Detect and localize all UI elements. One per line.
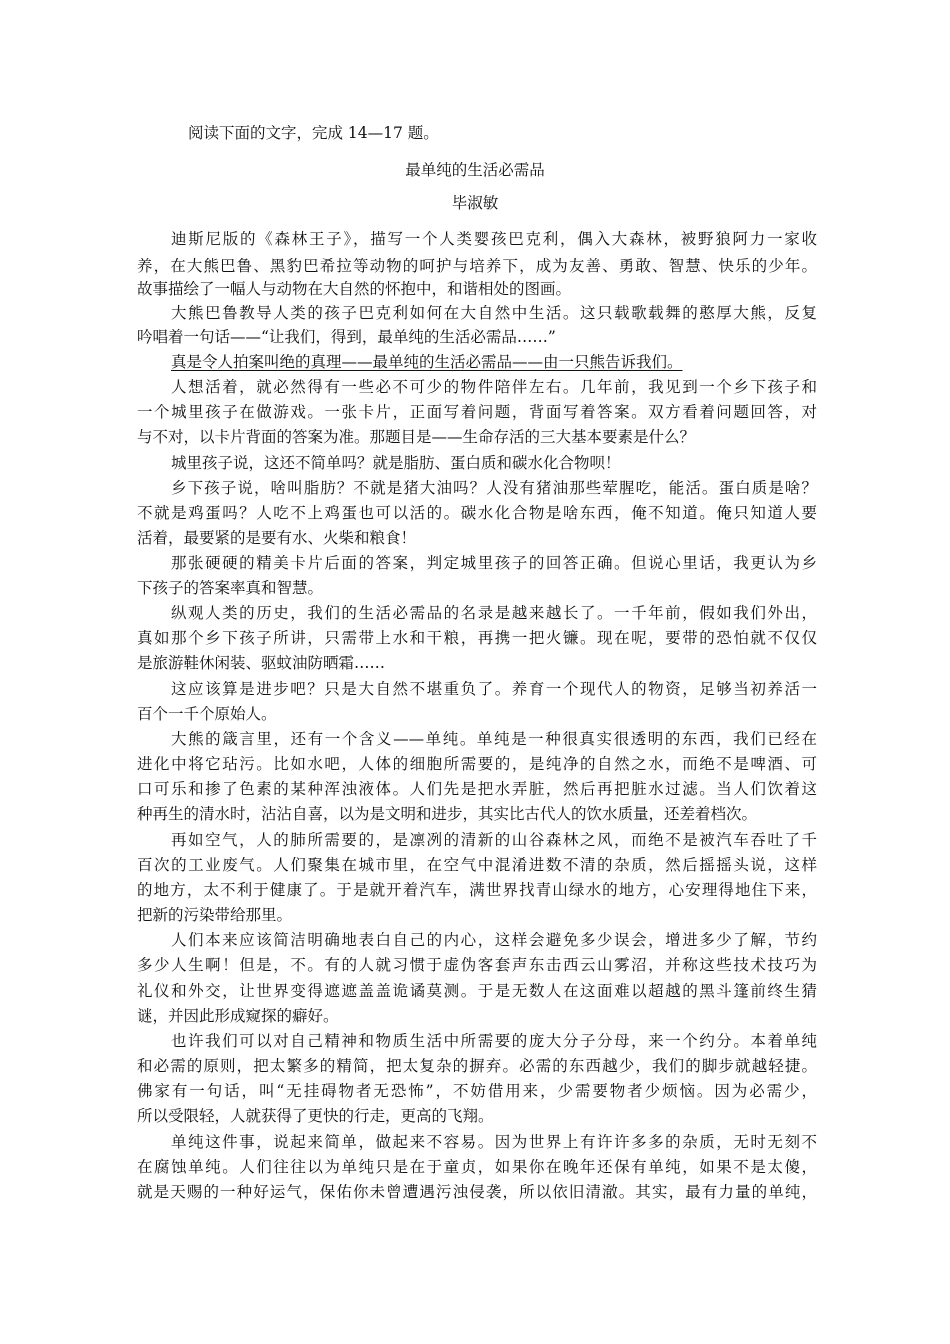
body-line: 大熊巴鲁教导人类的孩子巴克利如何在大自然中生活。这只载歌载舞的憨厚大熊，反复 [171, 304, 817, 322]
body-line: 种再生的清水时，沾沾自喜，以为是文明和进步，其实比古代人的饮水质量，还差着档次。 [137, 805, 758, 823]
article-title: 最单纯的生活必需品 [405, 161, 545, 179]
body-line: 再如空气，人的肺所需要的，是凛冽的清新的山谷森林之风，而绝不是被汽车吞吐了千 [171, 831, 817, 849]
body-line: 也许我们可以对自己精神和物质生活中所需要的庞大分子分母，来一个约分。本着单纯 [171, 1032, 817, 1050]
body-line: 进化中将它玷污。比如水吧，人体的细胞所需要的，是纯净的自然之水，而绝不是啤酒、可 [137, 755, 817, 773]
body-line: 佛家有一句话，叫“无挂碍物者无恐怖”，不妨借用来，少需要物者少烦恼。因为必需少， [137, 1082, 817, 1100]
body-line: 下孩子的答案率真和智慧。 [137, 579, 324, 597]
body-line: 就是天赐的一种好运气，保佑你未曾遭遇污浊侵袭，所以依旧清澈。其实，最有力量的单纯， [137, 1183, 817, 1201]
body-line: 的地方，太不利于健康了。于是就开着汽车，满世界找青山绿水的地方，心安理得地住下来， [137, 881, 817, 899]
body-line: 百次的工业废气。人们聚集在城市里，在空气中混淆进数不清的杂质，然后摇摇头说，这样 [137, 856, 817, 874]
body-line: 是旅游鞋休闲装、驱蚊油防晒霜…… [137, 654, 386, 672]
body-line: 在腐蚀单纯。人们往往以为单纯只是在于童贞，如果你在晚年还保有单纯，如果不是太傻， [137, 1158, 817, 1176]
body-line: 与不对，以卡片背面的答案为准。那题目是——生命存活的三大基本要素是什么？ [137, 428, 696, 446]
body-line: 迪斯尼版的《森林王子》，描写一个人类婴孩巴克利，偶入大森林，被野狼阿力一家收 [171, 230, 817, 248]
body-line: 养，在大熊巴鲁、黑豹巴希拉等动物的呵护与培养下，成为友善、勇敢、智慧、快乐的少年。 [137, 257, 817, 275]
body-line: 人们本来应该简洁明确地表白自己的内心，这样会避免多少误会，增进多少了解，节约 [171, 931, 817, 949]
underlined-sentence: 真是令人拍案叫绝的真理——最单纯的生活必需品——由一只熊告诉我们。 [171, 353, 683, 371]
instruction-text: 阅读下面的文字，完成 14—17 题。 [188, 124, 439, 142]
body-line: 所以受限轻，人就获得了更快的行走，更高的飞翔。 [137, 1107, 494, 1125]
body-line: 吟唱着一句话——“让我们，得到，最单纯的生活必需品……” [137, 328, 556, 346]
body-line: 一个城里孩子在做游戏。一张卡片，正面写着问题，背面写着答案。双方看着问题回答，对 [137, 403, 817, 421]
body-line: 这应该算是进步吧？只是大自然不堪重负了。养育一个现代人的物资，足够当初养活一 [171, 680, 817, 698]
body-line: 人想活着，就必然得有一些必不可少的物件陪伴左右。几年前，我见到一个乡下孩子和 [171, 378, 817, 396]
body-line: 故事描绘了一幅人与动物在大自然的怀抱中，和谐相处的图画。 [137, 280, 572, 298]
body-line: 礼仪和外交，让世界变得遮遮盖盖诡谲莫测。于是无数人在这面难以超越的黑斗篷前终生猜 [137, 982, 817, 1000]
body-line: 单纯这件事，说起来简单，做起来不容易。因为世界上有许许多多的杂质，无时无刻不 [171, 1133, 817, 1151]
body-line: 那张硬硬的精美卡片后面的答案，判定城里孩子的回答正确。但说心里话，我更认为乡 [171, 554, 817, 572]
body-line: 和必需的原则，把太繁多的精简，把太复杂的摒弃。必需的东西越少，我们的脚步就越轻捷。 [137, 1057, 817, 1075]
body-line: 口可乐和掺了色素的某种浑浊液体。人们先是把水弄脏，然后再把脏水过滤。当人们饮着这 [137, 780, 817, 798]
body-line: 多少人生啊！但是，不。有的人就习惯于虚伪客套声东击西云山雾沼，并称这些技术技巧为 [137, 956, 817, 974]
body-line: 活着，最要紧的是要有水、火柴和粮食！ [137, 529, 417, 547]
body-line: 城里孩子说，这还不简单吗？就是脂肪、蛋白质和碳水化合物呗！ [171, 454, 621, 472]
article-author: 毕淑敏 [451, 194, 499, 212]
body-line: 纵观人类的历史，我们的生活必需品的名录是越来越长了。一千年前，假如我们外出， [171, 604, 817, 622]
body-line: 真如那个乡下孩子所讲，只需带上水和干粮，再携一把火镰。现在呢，要带的恐怕就不仅仅 [137, 629, 817, 647]
body-line: 百个一千个原始人。 [137, 705, 277, 723]
body-line: 谜，并因此形成窥探的癖好。 [137, 1007, 339, 1025]
body-line: 把新的污染带给那里。 [137, 906, 293, 924]
body-line: 不就是鸡蛋吗？人吃不上鸡蛋也可以活的。碳水化合物是啥东西，俺不知道。俺只知道人要 [137, 504, 817, 522]
body-line: 大熊的箴言里，还有一个含义——单纯。单纯是一种很真实很透明的东西，我们已经在 [171, 730, 817, 748]
body-line: 乡下孩子说，啥叫脂肪？不就是猪大油吗？人没有猪油那些荤腥吃，能活。蛋白质是啥？ [171, 479, 817, 497]
